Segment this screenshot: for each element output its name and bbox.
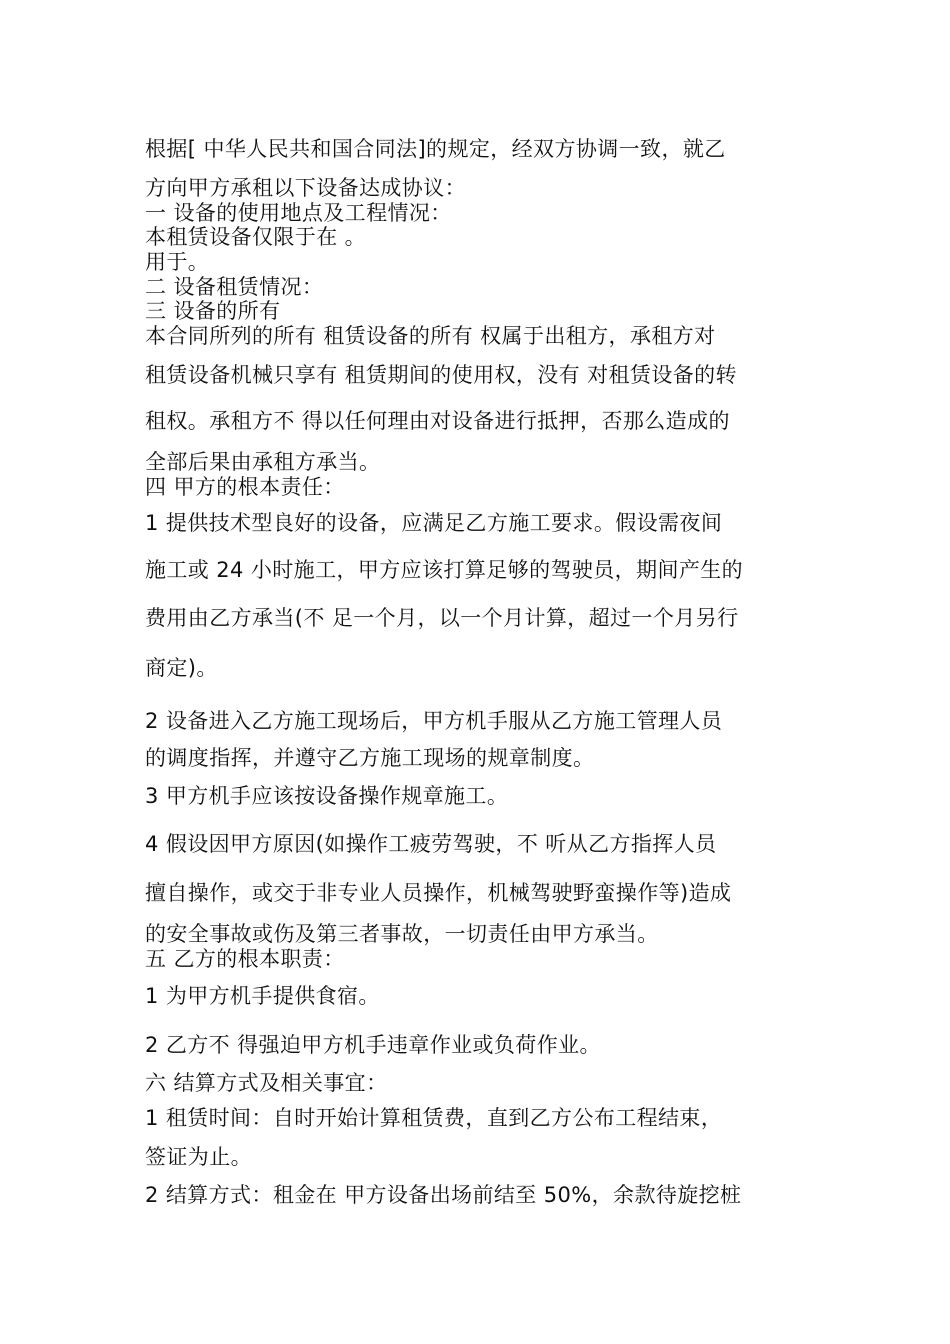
text-line: 本合同所列的所有 租赁设备的所有 权属于出租方，承租方对 — [145, 324, 716, 348]
text-line: 4 假设因甲方原因(如操作工疲劳驾驶，不 听从乙方指挥人员 — [145, 832, 717, 856]
text-line: 根据[ 中华人民共和国合同法]的规定，经双方协调一致，就乙 — [145, 137, 726, 161]
text-line: 方向甲方承租以下设备达成协议： — [145, 176, 466, 200]
text-line: 2 设备进入乙方施工现场后，甲方机手服从乙方施工管理人员 — [145, 709, 723, 733]
text-line: 擅自操作，或交于非专业人员操作，机械驾驶野蛮操作等)造成 — [145, 881, 732, 905]
text-line: 1 提供技术型良好的设备，应满足乙方施工要求。假设需夜间 — [145, 511, 723, 535]
text-line: 全部后果由承租方承当。 — [145, 450, 381, 474]
text-line: 三 设备的所有 — [145, 299, 281, 323]
text-line: 费用由乙方承当(不 足一个月，以一个月计算，超过一个月另行 — [145, 606, 739, 630]
text-line: 2 结算方式：租金在 甲方设备出场前结至 50%，余款待旋挖桩 — [145, 1183, 742, 1207]
text-line: 签证为止。 — [145, 1145, 252, 1169]
text-line: 3 甲方机手应该按设备操作规章施工。 — [145, 784, 509, 808]
text-line: 一 设备的使用地点及工程情况： — [145, 201, 452, 225]
text-line: 六 结算方式及相关事宜： — [145, 1071, 388, 1095]
text-line: 本租赁设备仅限于在 。 — [145, 225, 367, 249]
text-line: 五 乙方的根本职责： — [145, 947, 345, 971]
text-line: 施工或 24 小时施工，甲方应该打算足够的驾驶员，期间产生的 — [145, 558, 744, 582]
text-line: 租赁设备机械只享有 租赁期间的使用权，没有 对租赁设备的转 — [145, 363, 737, 387]
text-line: 1 租赁时间：自时开始计算租赁费，直到乙方公布工程结束， — [145, 1106, 723, 1130]
text-line: 1 为甲方机手提供食宿。 — [145, 984, 380, 1008]
text-line: 的调度指挥，并遵守乙方施工现场的规章制度。 — [145, 746, 595, 770]
text-line: 租权。承租方不 得以任何理由对设备进行抵押，否那么造成的 — [145, 409, 730, 433]
text-line: 用于。 — [145, 250, 210, 274]
text-line: 的安全事故或伤及第三者事故，一切责任由甲方承当。 — [145, 922, 659, 946]
text-line: 四 甲方的根本责任： — [145, 475, 345, 499]
text-line: 2 乙方不 得强迫甲方机手违章作业或负荷作业。 — [145, 1033, 601, 1057]
text-line: 二 设备租赁情况： — [145, 275, 324, 299]
text-line: 商定)。 — [145, 656, 218, 680]
